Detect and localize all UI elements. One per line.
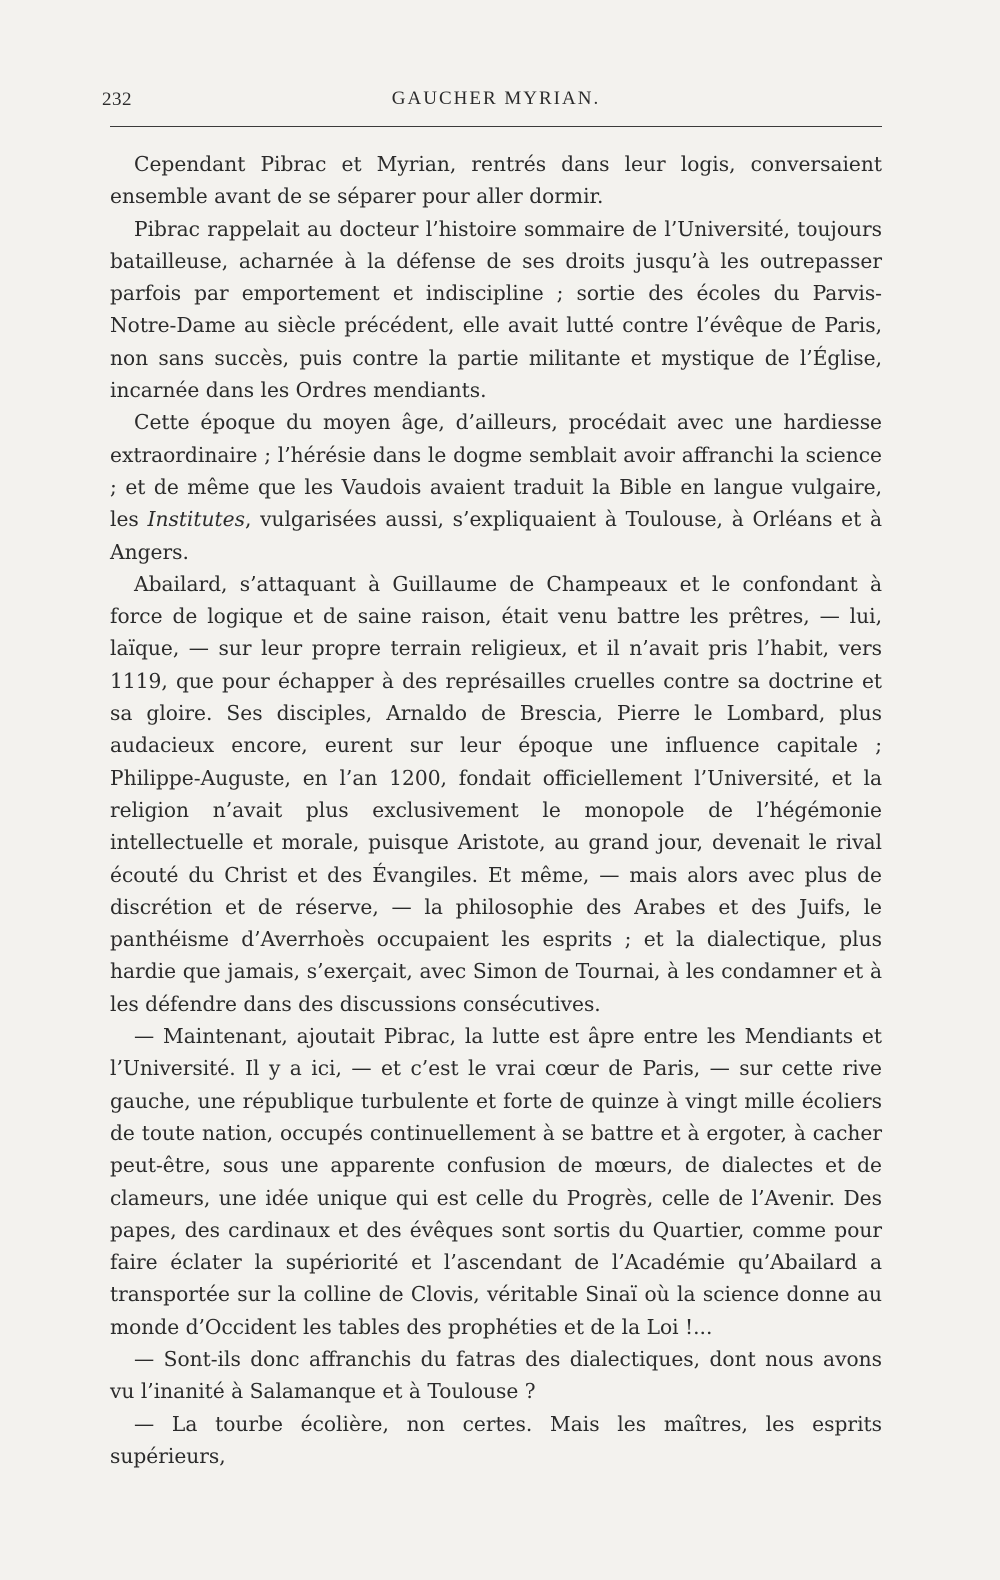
paragraph: [110, 406, 882, 567]
body-text: [110, 148, 882, 1472]
italic-title: Institutes: [147, 507, 245, 532]
paragraph-text: Cette époque du moyen âge, d’ailleurs, procédait avec une hardiesse extraordinaire ; l’hérésie dans le dogme semblait avoir affranchi la science ; et de même que les Vaudois avaient traduit la Bible en langue vulgaire, les: [110, 410, 882, 532]
paragraph: Abailard, s’attaquant à Guillaume de Champeaux et le confondant à force de logique et de saine raison, était venu battre les prêtres, — lui, laïque, — sur leur propre terrain religieux, et il n’avait pris l’habit, vers 1119, que pour échapper à des représailles cruelles contre sa doctrine et sa gloire. Ses disciples, Arnaldo de Brescia, Pierre le Lombard, plus audacieux encore, eurent sur leur époque une influence capitale ; Philippe-Auguste, en l’an 1200, fondait officiellement l’Université, et la religion n’avait plus exclusivement le monopole de l’hégémonie intellectuelle et morale, puisque Aristote, au grand jour, devenait le rival écouté du Christ et des Évangiles. Et même, — mais alors avec plus de discrétion et de réserve, — la philosophie des Arabes et des Juifs, le panthéisme d’Averrhoès occupaient les esprits ; et la dialectique, plus hardie que jamais, s’exerçait, avec Simon de Tournai, à les condamner et à les défendre dans des discussions consécutives.: [110, 571, 882, 1016]
paragraph: Pibrac rappelait au docteur l’histoire sommaire de l’Université, toujours batailleuse, acharnée à la défense de ses droits jusqu’à les outrepasser parfois par emportement et indiscipline ; sortie des écoles du Parvis-Notre-Dame au siècle précédent, elle avait lutté contre l’évêque de Paris, non sans succès, puis contre la partie militante et mystique de l’Église, incarnée dans les Ordres mendiants.: [110, 216, 882, 403]
paragraph: — Sont-ils donc affranchis du fatras des dialectiques, dont nous avons vu l’inanité à Salamanque et à Toulouse ?: [110, 1346, 882, 1404]
paragraph: — La tourbe écolière, non certes. Mais les maîtres, les esprits supérieurs,: [110, 1411, 882, 1468]
paragraph: Cependant Pibrac et Myrian, rentrés dans leur logis, conversaient ensemble avant de se séparer pour aller dormir.: [110, 152, 882, 209]
paragraph-text: , vulgarisées aussi, s’expliquaient à Toulouse, à Orléans et à Angers.: [110, 507, 882, 564]
paragraph: — Maintenant, ajoutait Pibrac, la lutte est âpre entre les Mendiants et l’Université. Il y a ici, — et c’est le vrai cœur de Paris, — sur cette rive gauche, une république turbulente et forte de quinze à vingt mille écoliers de toute nation, occupés continuellement à se battre et à ergoter, à cacher peut-être, sous une apparente confusion de mœurs, de dialectes et de clameurs, une idée unique qui est celle du Progrès, celle de l’Avenir. Des papes, des cardinaux et des évêques sont sortis du Quartier, comme pour faire éclater la supériorité et l’ascendant de l’Académie qu’Abailard a transportée sur la colline de Clovis, véritable Sinaï où la science donne au monde d’Occident les tables des prophéties et de la Loi !...: [110, 1024, 882, 1339]
page-number: 232: [102, 89, 132, 110]
page-header: [102, 86, 882, 127]
running-head: GAUCHER MYRIAN.: [391, 88, 601, 109]
